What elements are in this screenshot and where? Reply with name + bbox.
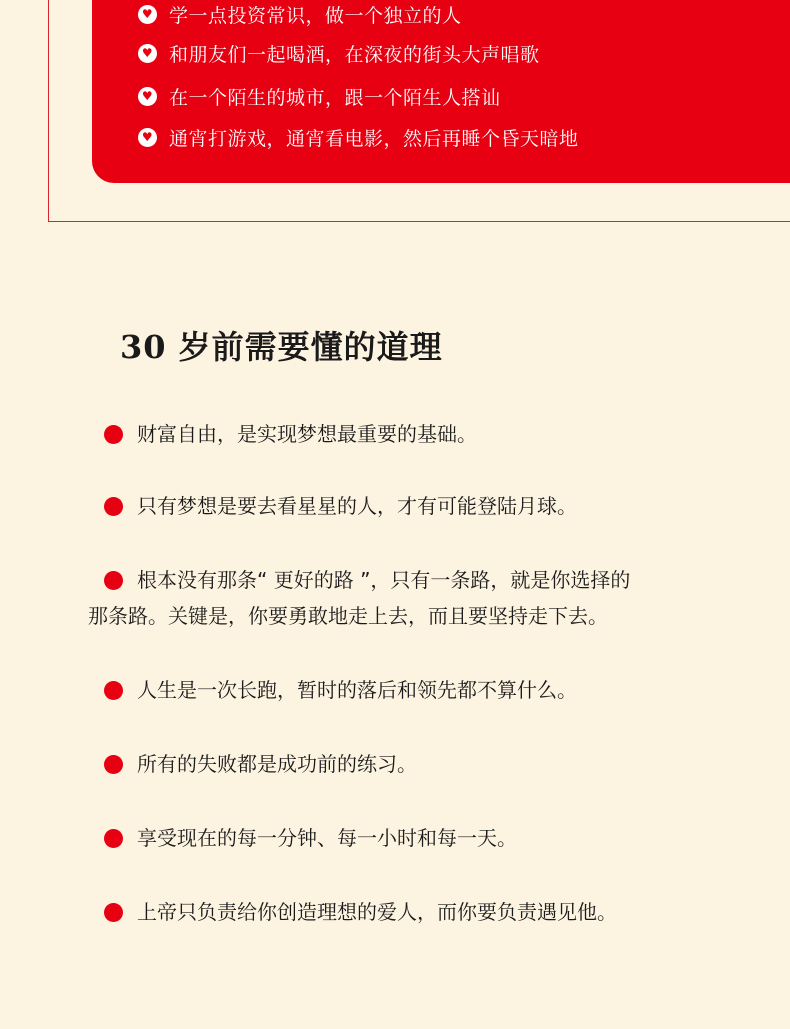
- bullet-dot-icon: [104, 571, 123, 590]
- principle-text: 人生是一次长跑，暂时的落后和领先都不算什么。: [137, 678, 577, 702]
- heart-check-icon: [138, 128, 157, 147]
- principle-text: 上帝只负责给你创造理想的爱人，而你要负责遇见他。: [137, 900, 617, 924]
- checklist-item: [138, 38, 540, 68]
- checklist-item-text: 学一点投资常识，做一个独立的人: [169, 4, 462, 27]
- checklist-item: [138, 122, 579, 152]
- heart-check-icon: [138, 87, 157, 106]
- principle-text: 根本没有那条“ 更好的路 ”，只有一条路，就是你选择的: [137, 568, 631, 592]
- principle-text: 享受现在的每一分钟、每一小时和每一天。: [137, 826, 517, 850]
- checklist-item-text: 在一个陌生的城市，跟一个陌生人搭讪: [169, 86, 501, 109]
- bullet-dot-icon: [104, 425, 123, 444]
- section-title: 30 岁前需要懂的道理: [120, 328, 443, 366]
- bullet-dot-icon: [104, 497, 123, 516]
- principle-text: 只有梦想是要去看星星的人，才有可能登陆月球。: [137, 494, 577, 518]
- heart-check-icon: [138, 5, 157, 24]
- checklist-item: [138, 0, 462, 29]
- bullet-dot-icon: [104, 755, 123, 774]
- bullet-dot-icon: [104, 829, 123, 848]
- checklist-item: [138, 81, 501, 111]
- principle-text: 所有的失败都是成功前的练习。: [137, 752, 417, 776]
- checklist-item-text: 和朋友们一起喝酒，在深夜的街头大声唱歌: [169, 43, 540, 66]
- red-checklist-panel: [92, 0, 790, 183]
- bullet-dot-icon: [104, 681, 123, 700]
- principle-text: 财富自由，是实现梦想最重要的基础。: [137, 422, 477, 446]
- principle-text-continuation: 那条路。关键是，你要勇敢地走上去，而且要坚持走下去。: [88, 604, 608, 628]
- bullet-dot-icon: [104, 903, 123, 922]
- heart-check-icon: [138, 44, 157, 63]
- checklist-item-text: 通宵打游戏，通宵看电影，然后再睡个昏天暗地: [169, 127, 579, 150]
